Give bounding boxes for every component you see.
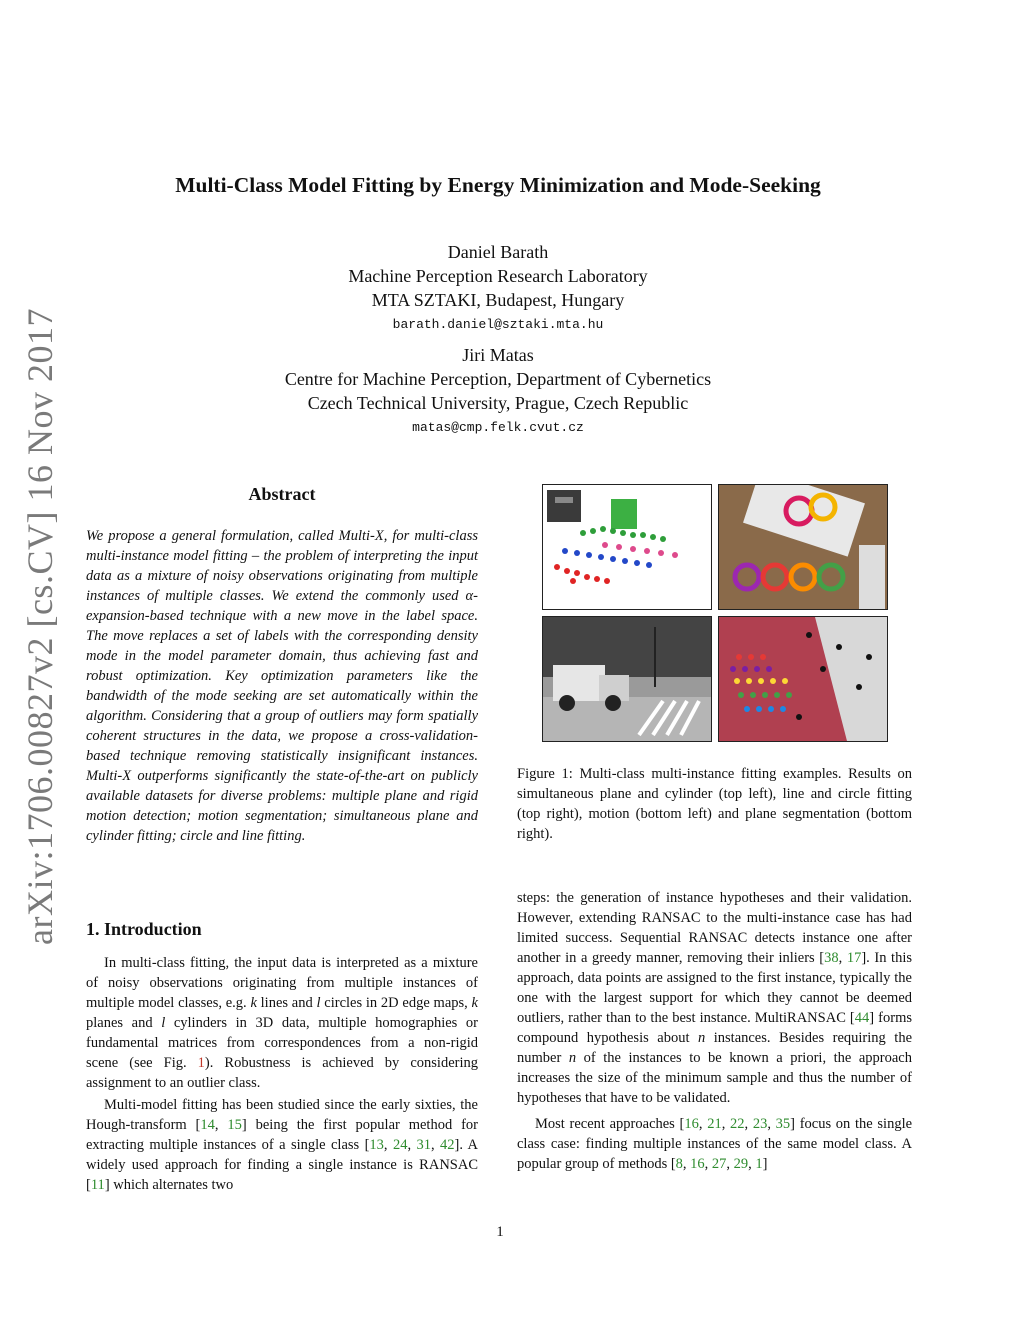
citation-link[interactable]: 8 [675, 1156, 683, 1172]
figure-panel-plane-segmentation [718, 616, 888, 742]
citation-link[interactable]: 13 [369, 1137, 384, 1153]
author-name: Daniel Barath [447, 242, 549, 262]
intro-paragraph-3: steps: the generation of instance hypotheses and their validation. However, extending RANSAC to the multi-instance case has had limited success. Sequential RANSAC detects instance one after another in a greedy manner, removing their inliers [38, 17]. In this approach, data points are assigned to the first instance, typically the one with the largest support for which they cannot be deemed outliers, rather than to the best instance. MultiRANSAC [44] forms compound hypothesis about n instances. Besides requiring the number n of the instances to be known a priori, the approach increases the size of the minimum sample and thus the number of hypotheses that have to be validated. [517, 890, 912, 1106]
paper-title: Multi-Class Model Fitting by Energy Minimization and Mode-Seeking [175, 173, 821, 197]
citation-link[interactable]: 31 [416, 1137, 431, 1153]
citation-link[interactable]: 15 [227, 1117, 242, 1133]
intro-paragraph-2: Multi-model fitting has been studied since the early sixties, the Hough-transform [14, 15] being the first popular method for extracting multiple instances of a single class [13, 24, 31, 42]. A widely used approach for finding a single instance is RANSAC [11] which alternates two [86, 1097, 479, 1193]
author-affiliation-line: Czech Technical University, Prague, Czech Republic [307, 393, 689, 413]
citation-link[interactable]: 11 [90, 1177, 105, 1193]
author-affiliation-line: MTA SZTAKI, Budapest, Hungary [371, 290, 625, 310]
left-column-body [86, 953, 478, 1195]
citation-link[interactable]: 23 [752, 1116, 768, 1132]
citation-link[interactable]: 1 [755, 1156, 763, 1172]
citation-link[interactable]: 27 [711, 1156, 727, 1172]
figure-1 [542, 484, 886, 742]
citation-link[interactable]: 16 [690, 1156, 705, 1172]
citation-link[interactable]: 21 [707, 1116, 722, 1132]
figure-panel-line-circle [718, 484, 888, 610]
author-block-2 [210, 343, 786, 439]
citation-link[interactable]: 35 [775, 1116, 791, 1132]
citation-link[interactable]: 38 [824, 950, 839, 966]
intro-paragraph-1: In multi-class fitting, the input data is interpreted as a mixture of noisy observations originating from multiple instances of multiple model classes, e.g. k lines and l circles in 2D edge maps, k planes and l cylinders in 3D data, multiple homographies or fundamental matrices from correspondences from a non-rigid scene (see Fig. 1). Robustness is achieved by considering assignment to an outlier class. [86, 955, 478, 1091]
figure-panel-plane-cylinder [542, 484, 712, 610]
right-column-body [517, 888, 912, 1174]
author-block-1 [210, 240, 786, 336]
citation-link[interactable]: 22 [730, 1116, 745, 1132]
intro-paragraph-4: Most recent approaches [16, 21, 22, 23, 35] focus on the single class case: finding multiple instances of the same model class. A popular group of methods [8, 16, 27, 29, 1] [517, 1116, 913, 1172]
citation-link[interactable]: 16 [684, 1116, 699, 1132]
arxiv-side-stamp: arXiv:1706.00827v2 [cs.CV] 16 Nov 2017 [20, 308, 60, 945]
abstract-heading: Abstract [248, 484, 316, 504]
author-email: barath.daniel@sztaki.mta.hu [392, 317, 604, 332]
citation-link[interactable]: 24 [392, 1137, 408, 1153]
citation-link[interactable]: 42 [440, 1137, 455, 1153]
author-email: matas@cmp.felk.cvut.cz [412, 420, 584, 435]
author-affiliation-line: Centre for Machine Perception, Department of Cybernetics [284, 369, 712, 389]
author-name: Jiri Matas [462, 345, 534, 365]
page-number: 1 [496, 1224, 504, 1240]
author-affiliation-line: Machine Perception Research Laboratory [348, 266, 648, 286]
section-heading-introduction: 1. Introduction [86, 919, 202, 939]
abstract-text: We propose a general formulation, called Multi-X, for multi-class multi-instance model fitting – the problem of interpreting the input data as a mixture of noisy observations originating from multiple instances of multiple classes. We extend the commonly used α-expansion-based technique with a new move in the label space. The move replaces a set of labels with the corresponding density mode in the model parameter domain, thus achieving fast and robust optimization. Key optimization parameters like the bandwidth of the mode seeking are set automatically within the algorithm. Considering that a group of outliers may form spatially coherent structures in the data, we propose a cross-validation-based technique removing statistically insignificant instances. Multi-X outperforms significantly the state-of-the-art on publicly available datasets for diverse problems: multiple plane and rigid motion detection; motion segmentation; simultaneous plane and cylinder fitting; circle and line fitting. [86, 528, 478, 844]
figure-panel-motion [542, 616, 712, 742]
figure-link[interactable]: 1 [197, 1055, 205, 1071]
figure-caption: Figure 1: Multi-class multi-instance fitting examples. Results on simultaneous plane and cylinder (top left), line and circle fitting (top right), motion (bottom left) and plane segmentation (bottom right). [517, 766, 912, 842]
citation-link[interactable]: 17 [846, 950, 862, 966]
citation-link[interactable]: 44 [854, 1010, 870, 1026]
citation-link[interactable]: 29 [733, 1156, 749, 1172]
citation-link[interactable]: 14 [200, 1117, 215, 1133]
